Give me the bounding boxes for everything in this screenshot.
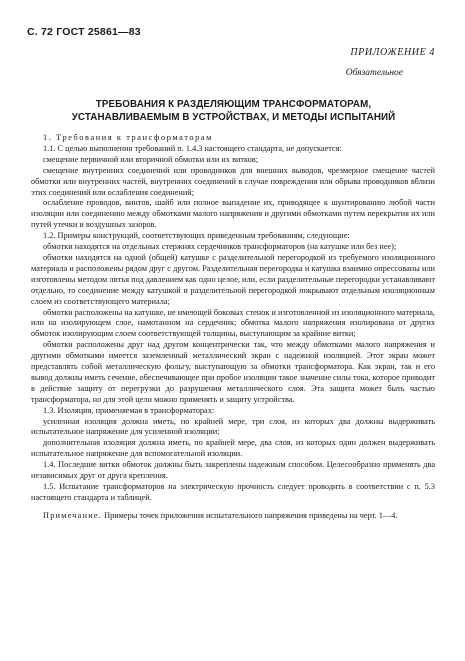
paragraph-1-2-a: обмотки находятся на отдельных стержнях сердечников трансформаторов (на катушке или без нее); (43, 242, 397, 252)
paragraph-1-5: 1.5. Испытание трансформаторов на электрическую прочность следует проводить в соответствии с п. 5.3 настоящего стандарта и таблицей. (31, 482, 435, 502)
appendix-label: ПРИЛОЖЕНИЕ 4 (350, 47, 435, 58)
document-title (30, 98, 437, 124)
title-line-2: УСТАНАВЛИВАЕМЫМ В УСТРОЙСТВАХ, И МЕТОДЫ ИСПЫТАНИЙ (71, 112, 396, 123)
document-body (31, 133, 435, 522)
paragraph-1-2-b: обмотки находятся на одной (общей) катушке с разделительной перегородкой из требуемого изоляционного материала и расположены рядом друг с другом. Разделительная перегородка и катушка взаимно опрессованы или изготовлены методом литья под давлением как одно целое, или, если разделительные перегородки устанавливают отдельно, то соединение между катушкой и разделительной перегородкой покрывают отдельным изоляционным слоем из соответствующего материала; (31, 252, 435, 306)
paragraph-1-1: 1.1. С целью выполнения требований п. 1.4.3 настоящего стандарта, не допускается: (43, 143, 342, 153)
title-line-1: ТРЕБОВАНИЯ К РАЗДЕЛЯЮЩИМ ТРАНСФОРМАТОРАМ, (95, 99, 372, 110)
paragraph-1-3-b: дополнительная изоляция должна иметь, по крайней мере, два слоя, из которых один должен выдерживать испытательное напряжение для вспомогательной изоляции. (31, 438, 435, 459)
note-label: Примечание. (43, 510, 102, 520)
appendix-status: Обязательное (345, 68, 403, 78)
note-text: Примеры точек приложения испытательного напряжения приведены на черт. 1—4. (102, 510, 398, 520)
paragraph-1-1-b: смещение внутренних соединений или проводников для внешних выводов, чрезмерное смещение частей обмотки или внутренних частей, внутренних соединений в случае повреждения или обрыва проводников вблизи этих соединений или ослабления соединений; (31, 165, 435, 197)
paragraph-1-4: 1.4. Последние витки обмоток должны быть закреплены надежным способом. Целесообразно применять два независимых друг от друга крепления. (31, 460, 435, 481)
paragraph-1-3-a: усиленная изоляция должна иметь, по крайней мере, три слоя, из которых два должны выдерживать испытательное напряжение для усиленной изоляции; (31, 416, 435, 437)
paragraph-1-2-d: обмотки расположены друг над другом концентрически так, что между обмотками малого напряжения и другими обмотками имеется заземленный металлический экран с надежной изоляцией. Этот экран может представлять собой металлическую фольгу, выступающую за обмотки трансформатора. Как экран, так и его вывод должны иметь сечение, обеспечивающее при пробое изоляции такое значение силы тока, которое приводит в действие защиту от перегрузки до разрушения металлического слоя. Эта защита может быть частью трансформатора, но для этой цели можно применять и защиту устройства. (31, 340, 435, 404)
paragraph-1-3: 1.3. Изоляция, применяемая в трансформаторах: (43, 405, 215, 415)
running-head: С. 72 ГОСТ 25861—83 (27, 26, 141, 38)
note (31, 511, 435, 522)
section-heading: 1. Требования к трансформаторам (43, 133, 213, 142)
paragraph-1-1-a: смещение первичной или вторичной обмотки или их витков; (43, 154, 259, 164)
paragraph-1-1-c: ослабление проводов, винтов, шайб или полное выпадение их, приводящее к шунтированию любой части изоляции или соединению между обмотками малого напряжения и другими обмотками путем перекрытия их или путей утечки и воздушных зазоров. (31, 198, 435, 230)
paragraph-1-2-c: обмотки расположены на катушке, не имеющей боковых стенок и изготовленной из изоляционного материала, или на изолирующем слое, намотанном на сердечник; обмотка малого напряжения изолирована от других обмоток изолирующим слоем соответствующей толщины, выступающим за крайние витки; (31, 307, 435, 339)
paragraph-1-2: 1.2. Примеры конструкций, соответствующих приведенным требованиям, следующие: (43, 231, 350, 241)
